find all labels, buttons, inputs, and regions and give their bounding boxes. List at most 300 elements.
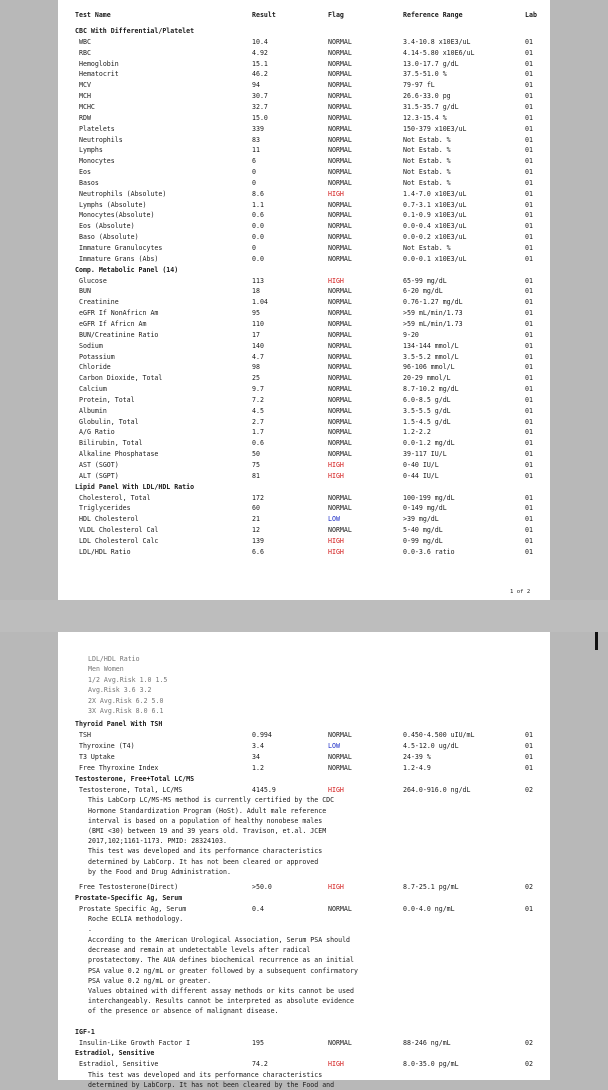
test-name-cell: Hemoglobin bbox=[79, 59, 119, 68]
table-row bbox=[58, 319, 550, 330]
lab-cell: 01 bbox=[525, 70, 533, 79]
lab-cell: 01 bbox=[525, 385, 533, 394]
lab-cell: 01 bbox=[525, 904, 533, 913]
reference-range-cell: 12.3-15.4 % bbox=[403, 113, 447, 122]
report-page-2 bbox=[58, 632, 550, 1090]
test-name-cell: Eos bbox=[79, 168, 91, 177]
test-name-cell: LDL Cholesterol Calc bbox=[79, 536, 159, 545]
reference-range-cell: 0.0-0.2 x10E3/uL bbox=[403, 233, 467, 242]
lab-cell: 02 bbox=[525, 883, 533, 891]
reference-range-cell: 0.0-0.1 x10E3/uL bbox=[403, 254, 467, 263]
result-cell: 3.4 bbox=[252, 741, 264, 750]
reference-range-cell: 0.0-3.6 ratio bbox=[403, 547, 455, 556]
result-cell: 95 bbox=[252, 309, 260, 318]
section-title: IGF-1 bbox=[75, 1027, 95, 1036]
result-cell: 0.6 bbox=[252, 211, 264, 220]
table-row bbox=[58, 113, 550, 124]
table-row bbox=[58, 124, 550, 135]
flag-cell: NORMAL bbox=[328, 37, 352, 46]
test-name-cell: A/G Ratio bbox=[79, 428, 115, 437]
flag-cell: NORMAL bbox=[328, 319, 352, 328]
reference-range-cell: >59 mL/min/1.73 bbox=[403, 309, 463, 318]
flag-cell: NORMAL bbox=[328, 406, 352, 415]
reference-range-cell: 4.14-5.80 x10E6/uL bbox=[403, 48, 475, 57]
result-cell: 4.7 bbox=[252, 352, 264, 361]
result-cell: 0 bbox=[252, 244, 256, 252]
reference-range-cell: >59 mL/min/1.73 bbox=[403, 319, 463, 328]
section-title: Estradiol, Sensitive bbox=[75, 1049, 155, 1058]
note-line: prostatectomy. The AUA defines biochemical recurrence as an initial bbox=[88, 956, 354, 965]
test-name-cell: Alkaline Phosphatase bbox=[79, 450, 159, 459]
table-row bbox=[58, 471, 550, 482]
note-line: 3X Avg.Risk 8.0 6.1 bbox=[88, 707, 164, 715]
test-name-cell: Eos (Absolute) bbox=[79, 222, 135, 231]
result-cell: 113 bbox=[252, 276, 264, 285]
reference-range-cell: 5-40 mg/dL bbox=[403, 526, 443, 535]
flag-cell: NORMAL bbox=[328, 385, 352, 394]
lab-cell: 01 bbox=[525, 146, 533, 155]
table-row bbox=[58, 449, 550, 460]
lab-cell: 01 bbox=[525, 363, 533, 372]
reference-range-cell: Not Estab. % bbox=[403, 146, 451, 155]
note-line: (BMI <30) between 19 and 39 years old. Travison, et.al. JCEM bbox=[88, 827, 327, 835]
lab-cell: 01 bbox=[525, 504, 533, 513]
table-row bbox=[58, 460, 550, 471]
test-name-cell: MCHC bbox=[79, 102, 95, 111]
result-cell: 1.1 bbox=[252, 200, 264, 209]
note-line: interval is based on a population of healthy nonobese males bbox=[88, 816, 323, 825]
test-name-cell: LDL/HDL Ratio bbox=[79, 547, 131, 556]
section-title: Comp. Metabolic Panel (14) bbox=[75, 265, 179, 274]
reference-range-cell: 0-40 IU/L bbox=[403, 461, 439, 469]
note-line: PSA value 0.2 ng/mL or greater followed by a subsequent confirmatory bbox=[88, 966, 358, 975]
lab-cell: 01 bbox=[525, 233, 533, 242]
reference-range-cell: 0-99 mg/dL bbox=[403, 536, 443, 545]
flag-cell: HIGH bbox=[328, 189, 344, 198]
table-row bbox=[58, 438, 550, 449]
lab-cell: 01 bbox=[525, 254, 533, 263]
table-row bbox=[58, 210, 550, 221]
note-line: 2X Avg.Risk 6.2 5.0 bbox=[88, 696, 164, 705]
lab-cell: 01 bbox=[525, 124, 533, 133]
table-row bbox=[58, 330, 550, 341]
test-name-cell: Albumin bbox=[79, 406, 107, 415]
page-number: 1 of 2 bbox=[510, 589, 531, 595]
table-row bbox=[58, 286, 550, 297]
section-title: Thyroid Panel With TSH bbox=[75, 720, 163, 728]
table-row bbox=[58, 1059, 550, 1070]
lab-cell: 02 bbox=[525, 785, 533, 794]
reference-range-cell: 0.450-4.500 uIU/mL bbox=[403, 731, 475, 739]
note-line: LDL/HDL Ratio bbox=[88, 655, 140, 663]
flag-cell: HIGH bbox=[328, 785, 344, 794]
table-row bbox=[58, 297, 550, 308]
result-cell: 12 bbox=[252, 526, 260, 535]
flag-cell: NORMAL bbox=[328, 298, 352, 307]
test-name-cell: Calcium bbox=[79, 385, 107, 394]
table-row bbox=[58, 145, 550, 156]
flag-cell: NORMAL bbox=[328, 374, 352, 383]
flag-cell: HIGH bbox=[328, 471, 344, 480]
result-cell: 21 bbox=[252, 515, 260, 524]
result-cell: 83 bbox=[252, 135, 260, 144]
table-row bbox=[58, 69, 550, 80]
test-name-cell: Baso (Absolute) bbox=[79, 233, 139, 242]
reference-range-cell: 6.0-8.5 g/dL bbox=[403, 395, 451, 404]
result-cell: 1.2 bbox=[252, 763, 264, 772]
result-cell: 17 bbox=[252, 330, 260, 339]
result-cell: 18 bbox=[252, 287, 260, 296]
note-line: of the presence or absence of malignant disease. bbox=[88, 1007, 279, 1016]
table-row bbox=[58, 221, 550, 232]
lab-cell: 01 bbox=[525, 276, 533, 285]
test-name-cell: Immature Grans (Abs) bbox=[79, 254, 159, 263]
lab-cell: 01 bbox=[525, 330, 533, 339]
flag-cell: NORMAL bbox=[328, 287, 352, 296]
reference-range-cell: 1.5-4.5 g/dL bbox=[403, 417, 451, 426]
note-line: Roche ECLIA methodology. bbox=[88, 915, 184, 924]
result-cell: 172 bbox=[252, 493, 264, 502]
table-row bbox=[58, 503, 550, 514]
table-row bbox=[58, 514, 550, 525]
result-cell: 75 bbox=[252, 461, 260, 469]
flag-cell: NORMAL bbox=[328, 1038, 352, 1047]
result-cell: 10.4 bbox=[252, 37, 268, 46]
lab-cell: 01 bbox=[525, 211, 533, 220]
lab-cell: 01 bbox=[525, 428, 533, 437]
reference-range-cell: 1.2-2.2 bbox=[403, 428, 431, 437]
table-row bbox=[58, 243, 550, 254]
header-lab: Lab bbox=[525, 11, 537, 19]
result-cell: 81 bbox=[252, 471, 260, 480]
result-cell: 1.04 bbox=[252, 298, 268, 307]
flag-cell: NORMAL bbox=[328, 363, 352, 372]
test-name-cell: Creatinine bbox=[79, 298, 119, 307]
lab-cell: 01 bbox=[525, 439, 533, 448]
test-name-cell: Platelets bbox=[79, 124, 115, 133]
reference-range-cell: 100-199 mg/dL bbox=[403, 493, 455, 502]
test-name-cell: ALT (SGPT) bbox=[79, 471, 119, 480]
reference-range-cell: 6-20 mg/dL bbox=[403, 287, 443, 296]
result-cell: 1.7 bbox=[252, 428, 264, 437]
result-cell: 8.6 bbox=[252, 189, 264, 198]
lab-cell: 01 bbox=[525, 395, 533, 404]
table-row bbox=[58, 232, 550, 243]
flag-cell: NORMAL bbox=[328, 70, 352, 79]
lab-cell: 01 bbox=[525, 526, 533, 535]
flag-cell: NORMAL bbox=[328, 222, 352, 231]
table-row bbox=[58, 200, 550, 211]
test-name-cell: Globulin, Total bbox=[79, 417, 139, 426]
result-cell: 4145.9 bbox=[252, 785, 276, 794]
table-row bbox=[58, 882, 550, 893]
test-name-cell: Monocytes bbox=[79, 157, 115, 166]
note-line: . bbox=[88, 925, 92, 934]
flag-cell: NORMAL bbox=[328, 146, 352, 155]
table-row bbox=[58, 48, 550, 59]
reference-range-cell: 3.4-10.8 x10E3/uL bbox=[403, 37, 471, 46]
result-cell: 0.0 bbox=[252, 254, 264, 263]
lab-cell: 01 bbox=[525, 450, 533, 459]
reference-range-cell: 24-39 % bbox=[403, 752, 431, 761]
table-row bbox=[58, 178, 550, 189]
reference-range-cell: 88-246 ng/mL bbox=[403, 1038, 451, 1047]
note-line: This test was developed and its performance characteristics bbox=[88, 847, 323, 856]
flag-cell: NORMAL bbox=[328, 309, 352, 318]
reference-range-cell: 0.0-0.4 x10E3/uL bbox=[403, 222, 467, 231]
table-row bbox=[58, 276, 550, 287]
lab-cell: 01 bbox=[525, 59, 533, 68]
lab-cell: 01 bbox=[525, 731, 533, 739]
test-name-cell: eGFR If Africn Am bbox=[79, 319, 147, 328]
result-cell: 46.2 bbox=[252, 70, 268, 79]
flag-cell: NORMAL bbox=[328, 168, 352, 177]
result-cell: 0 bbox=[252, 178, 256, 187]
flag-cell: HIGH bbox=[328, 547, 344, 556]
note-line: by the Food and Drug Administration. bbox=[88, 867, 231, 876]
header-test-name: Test Name bbox=[75, 11, 111, 19]
reference-range-cell: 0.0-4.0 ng/mL bbox=[403, 904, 455, 913]
page-edge-mark-right bbox=[595, 632, 598, 650]
reference-range-cell: 0.76-1.27 mg/dL bbox=[403, 298, 463, 307]
flag-cell: HIGH bbox=[328, 461, 344, 469]
table-row bbox=[58, 427, 550, 438]
result-cell: 74.2 bbox=[252, 1060, 268, 1069]
result-cell: 4.92 bbox=[252, 48, 268, 57]
lab-cell: 01 bbox=[525, 417, 533, 426]
test-name-cell: Free Thyroxine Index bbox=[79, 763, 159, 772]
test-name-cell: Insulin-Like Growth Factor I bbox=[79, 1038, 191, 1047]
flag-cell: NORMAL bbox=[328, 752, 352, 761]
table-row bbox=[58, 156, 550, 167]
lab-cell: 01 bbox=[525, 102, 533, 111]
lab-cell: 01 bbox=[525, 81, 533, 90]
report-page-1 bbox=[58, 0, 550, 600]
lab-cell: 01 bbox=[525, 48, 533, 57]
reference-range-cell: Not Estab. % bbox=[403, 135, 451, 144]
result-cell: 6.6 bbox=[252, 547, 264, 556]
page-gap bbox=[0, 600, 608, 632]
table-row bbox=[58, 741, 550, 752]
flag-cell: NORMAL bbox=[328, 341, 352, 350]
flag-cell: NORMAL bbox=[328, 92, 352, 101]
lab-cell: 01 bbox=[525, 319, 533, 328]
test-name-cell: Lymphs (Absolute) bbox=[79, 200, 147, 209]
test-name-cell: Free Testosterone(Direct) bbox=[79, 883, 179, 891]
test-name-cell: Monocytes(Absolute) bbox=[79, 211, 155, 220]
reference-range-cell: 26.6-33.0 pg bbox=[403, 92, 451, 101]
result-cell: 6 bbox=[252, 157, 256, 166]
table-row bbox=[58, 1038, 550, 1049]
flag-cell: NORMAL bbox=[328, 731, 352, 739]
test-name-cell: BUN/Creatinine Ratio bbox=[79, 330, 159, 339]
flag-cell: NORMAL bbox=[328, 178, 352, 187]
result-cell: 15.0 bbox=[252, 113, 268, 122]
result-cell: 0 bbox=[252, 168, 256, 177]
flag-cell: HIGH bbox=[328, 883, 344, 891]
reference-range-cell: 0.1-0.9 x10E3/uL bbox=[403, 211, 467, 220]
note-line: determined by LabCorp. It has not been cleared or approved bbox=[88, 857, 319, 866]
reference-range-cell: 0.0-1.2 mg/dL bbox=[403, 439, 455, 448]
column-headers bbox=[58, 10, 550, 21]
result-cell: 0.4 bbox=[252, 904, 264, 913]
test-name-cell: Hematocrit bbox=[79, 70, 119, 79]
table-row bbox=[58, 395, 550, 406]
note-line: Avg.Risk 3.6 3.2 bbox=[88, 686, 152, 695]
lab-cell: 01 bbox=[525, 536, 533, 545]
test-name-cell: Neutrophils bbox=[79, 135, 123, 144]
table-row bbox=[58, 763, 550, 774]
result-cell: 11 bbox=[252, 146, 260, 155]
table-row bbox=[58, 80, 550, 91]
flag-cell: LOW bbox=[328, 515, 340, 524]
lab-cell: 01 bbox=[525, 515, 533, 524]
lab-cell: 01 bbox=[525, 763, 533, 772]
flag-cell: NORMAL bbox=[328, 352, 352, 361]
flag-cell: NORMAL bbox=[328, 493, 352, 502]
flag-cell: NORMAL bbox=[328, 330, 352, 339]
test-name-cell: T3 Uptake bbox=[79, 752, 115, 761]
lab-cell: 01 bbox=[525, 222, 533, 231]
flag-cell: NORMAL bbox=[328, 504, 352, 513]
section-title: Testosterone, Free+Total LC/MS bbox=[75, 774, 195, 783]
table-row bbox=[58, 373, 550, 384]
note-line: determined by LabCorp. It has not been cleared by the Food and bbox=[88, 1081, 335, 1090]
test-name-cell: Thyroxine (T4) bbox=[79, 741, 135, 750]
flag-cell: NORMAL bbox=[328, 233, 352, 242]
test-name-cell: Neutrophils (Absolute) bbox=[79, 189, 167, 198]
test-name-cell: BUN bbox=[79, 287, 91, 296]
reference-range-cell: 8.0-35.0 pg/mL bbox=[403, 1060, 459, 1069]
result-cell: 60 bbox=[252, 504, 260, 513]
flag-cell: NORMAL bbox=[328, 102, 352, 111]
reference-range-cell: 3.5-5.5 g/dL bbox=[403, 406, 451, 415]
flag-cell: NORMAL bbox=[328, 417, 352, 426]
test-name-cell: Triglycerides bbox=[79, 504, 131, 513]
flag-cell: NORMAL bbox=[328, 244, 352, 252]
test-name-cell: AST (SGOT) bbox=[79, 461, 119, 469]
lab-cell: 01 bbox=[525, 352, 533, 361]
result-cell: 0.6 bbox=[252, 439, 264, 448]
test-name-cell: Protein, Total bbox=[79, 395, 135, 404]
flag-cell: NORMAL bbox=[328, 763, 352, 772]
test-name-cell: MCV bbox=[79, 81, 91, 90]
flag-cell: NORMAL bbox=[328, 450, 352, 459]
table-row bbox=[58, 102, 550, 113]
table-row bbox=[58, 59, 550, 70]
flag-cell: NORMAL bbox=[328, 113, 352, 122]
table-row bbox=[58, 37, 550, 48]
reference-range-cell: 150-379 x10E3/uL bbox=[403, 124, 467, 133]
table-row bbox=[58, 417, 550, 428]
reference-range-cell: >39 mg/dL bbox=[403, 515, 439, 524]
reference-range-cell: Not Estab. % bbox=[403, 168, 451, 177]
section-title: CBC With Differential/Platelet bbox=[75, 27, 195, 35]
reference-range-cell: 9-20 bbox=[403, 330, 419, 339]
result-cell: 32.7 bbox=[252, 102, 268, 111]
result-cell: 339 bbox=[252, 124, 264, 133]
reference-range-cell: 3.5-5.2 mmol/L bbox=[403, 352, 459, 361]
test-name-cell: Basos bbox=[79, 178, 99, 187]
result-cell: 0.994 bbox=[252, 731, 272, 739]
flag-cell: NORMAL bbox=[328, 48, 352, 57]
test-name-cell: VLDL Cholesterol Cal bbox=[79, 526, 159, 535]
test-name-cell: RBC bbox=[79, 48, 91, 57]
lab-cell: 01 bbox=[525, 309, 533, 318]
lab-cell: 02 bbox=[525, 1060, 533, 1069]
reference-range-cell: Not Estab. % bbox=[403, 157, 451, 166]
reference-range-cell: 37.5-51.0 % bbox=[403, 70, 447, 79]
note-line: Values obtained with different assay methods or kits cannot be used bbox=[88, 986, 354, 995]
reference-range-cell: 4.5-12.0 ug/dL bbox=[403, 741, 459, 750]
test-name-cell: Prostate Specific Ag, Serum bbox=[79, 904, 187, 913]
reference-range-cell: 79-97 fL bbox=[403, 81, 435, 90]
note-line: 1/2 Avg.Risk 1.0 1.5 bbox=[88, 675, 168, 684]
note-line: PSA value 0.2 ng/mL or greater. bbox=[88, 976, 212, 985]
test-name-cell: Potassium bbox=[79, 352, 115, 361]
test-name-cell: Immature Granulocytes bbox=[79, 244, 163, 252]
flag-cell: NORMAL bbox=[328, 439, 352, 448]
reference-range-cell: 1.4-7.0 x10E3/uL bbox=[403, 189, 467, 198]
lab-cell: 01 bbox=[525, 168, 533, 177]
result-cell: 7.2 bbox=[252, 395, 264, 404]
reference-range-cell: 0.7-3.1 x10E3/uL bbox=[403, 200, 467, 209]
result-cell: 140 bbox=[252, 341, 264, 350]
reference-range-cell: 13.0-17.7 g/dL bbox=[403, 59, 459, 68]
table-row bbox=[58, 189, 550, 200]
result-cell: 94 bbox=[252, 81, 260, 90]
lab-cell: 01 bbox=[525, 189, 533, 198]
lab-cell: 01 bbox=[525, 92, 533, 101]
table-row bbox=[58, 352, 550, 363]
test-name-cell: Chloride bbox=[79, 363, 111, 372]
flag-cell: NORMAL bbox=[328, 211, 352, 220]
lab-cell: 01 bbox=[525, 113, 533, 122]
reference-range-cell: 96-106 mmol/L bbox=[403, 363, 455, 372]
table-row bbox=[58, 167, 550, 178]
test-name-cell: RDW bbox=[79, 113, 91, 122]
lab-cell: 01 bbox=[525, 287, 533, 296]
result-cell: 30.7 bbox=[252, 92, 268, 101]
test-name-cell: Cholesterol, Total bbox=[79, 493, 151, 502]
table-row bbox=[58, 254, 550, 265]
test-name-cell: eGFR If NonAfricn Am bbox=[79, 309, 159, 318]
table-row bbox=[58, 904, 550, 915]
result-cell: 195 bbox=[252, 1038, 264, 1047]
test-name-cell: HDL Cholesterol bbox=[79, 515, 139, 524]
flag-cell: NORMAL bbox=[328, 200, 352, 209]
flag-cell: NORMAL bbox=[328, 254, 352, 263]
flag-cell: NORMAL bbox=[328, 526, 352, 535]
lab-cell: 01 bbox=[525, 374, 533, 383]
test-name-cell: TSH bbox=[79, 731, 91, 739]
lab-cell: 01 bbox=[525, 547, 533, 556]
table-row bbox=[58, 406, 550, 417]
flag-cell: NORMAL bbox=[328, 157, 352, 166]
lab-cell: 01 bbox=[525, 341, 533, 350]
lab-cell: 01 bbox=[525, 406, 533, 415]
result-cell: >50.0 bbox=[252, 883, 272, 891]
test-name-cell: WBC bbox=[79, 37, 91, 46]
result-cell: 50 bbox=[252, 450, 260, 459]
result-cell: 4.5 bbox=[252, 406, 264, 415]
test-name-cell: Carbon Dioxide, Total bbox=[79, 374, 163, 383]
note-line: decrease and remain at undetectable levels after radical bbox=[88, 946, 311, 955]
result-cell: 9.7 bbox=[252, 385, 264, 394]
lab-cell: 01 bbox=[525, 471, 533, 480]
note-line: According to the American Urological Association, Serum PSA should bbox=[88, 935, 351, 944]
table-row bbox=[58, 362, 550, 373]
